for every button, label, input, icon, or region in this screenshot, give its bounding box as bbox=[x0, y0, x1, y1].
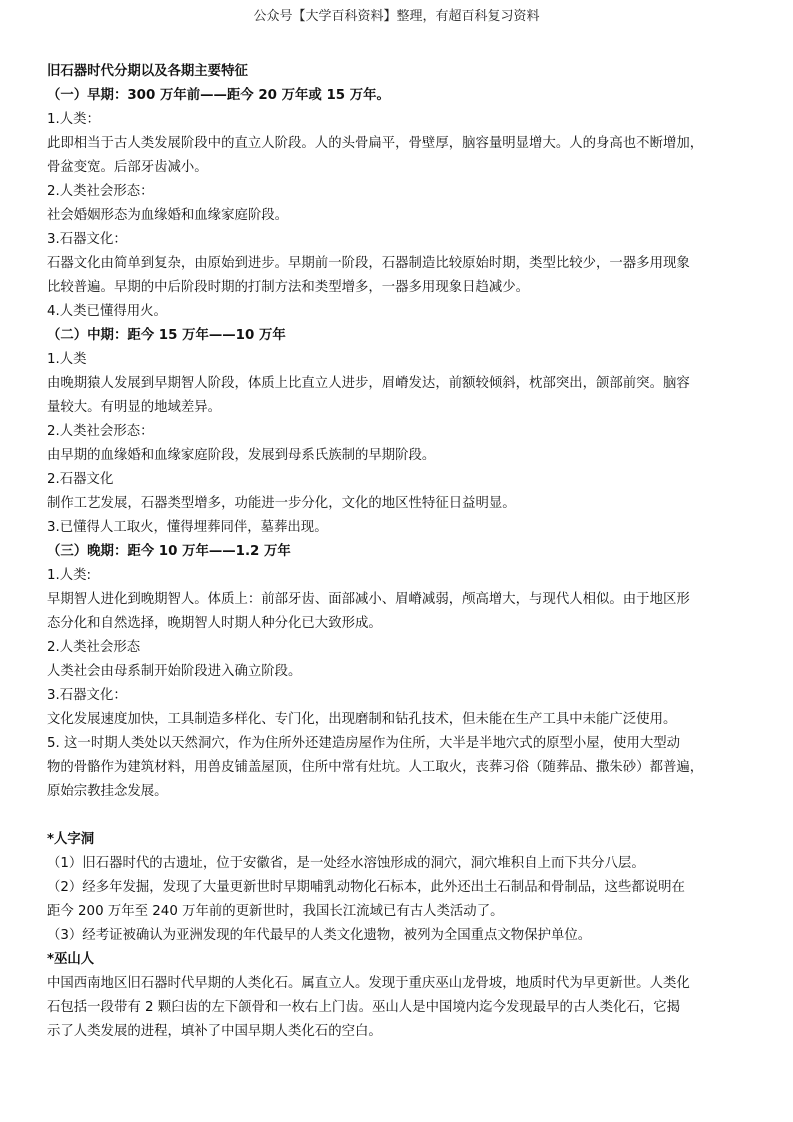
renzidong-item-1: （1）旧石器时代的古遗址，位于安徽省，是一处经水溶蚀形成的洞穴，洞穴堆积自上而下共分八层。 bbox=[47, 856, 645, 871]
middle-humans-text-2: 量较大。有明显的地域差异。 bbox=[47, 400, 222, 415]
document-body bbox=[47, 60, 757, 1044]
middle-stone-text: 制作工艺发展，石器类型增多，功能进一步分化，文化的地区性特征日益明显。 bbox=[47, 496, 516, 511]
renzidong-item-2-line-1: （2）经多年发掘，发现了大量更新世时早期哺乳动物化石标本，此外还出土石制品和骨制品，这些都说明在 bbox=[47, 880, 685, 895]
early-fire-text: 4.人类已懂得用火。 bbox=[47, 304, 167, 319]
late-humans-text-2: 态分化和自然选择，晚期智人时期人种分化已大致形成。 bbox=[47, 616, 382, 631]
middle-society-text: 由早期的血缘婚和血缘家庭阶段，发展到母系氏族制的早期阶段。 bbox=[47, 448, 436, 463]
renzidong-item-2-line-2: 距今 200 万年至 240 万年前的更新世时，我国长江流域已有古人类活动了。 bbox=[47, 904, 504, 919]
early-stone-text-1: 石器文化由简单到复杂，由原始到进步。早期前一阶段，石器制造比较原始时期，类型比较少，一器多用现象 bbox=[47, 256, 690, 271]
renzidong-item-3: （3）经考证被确认为亚洲发现的年代最早的人类文化遗物，被列为全国重点文物保护单位。 bbox=[47, 928, 592, 943]
section-spacer bbox=[47, 804, 757, 828]
early-society-text: 社会婚姻形态为血缘婚和血缘家庭阶段。 bbox=[47, 208, 289, 223]
section-early-heading: （一）早期：300 万年前——距今 20 万年或 15 万年。 bbox=[47, 88, 390, 103]
late-dwelling-text-2: 物的骨骼作为建筑材料，用兽皮铺盖屋顶，住所中常有灶坑。人工取火，丧葬习俗（随葬品、撒朱砂）都普遍， bbox=[47, 760, 704, 775]
early-stone-text-2: 比较普遍。早期的中后阶段时期的打制方法和类型增多，一器多用现象日趋减少。 bbox=[47, 280, 530, 295]
middle-label-stone: 2.石器文化 bbox=[47, 472, 114, 487]
late-label-society: 2.人类社会形态 bbox=[47, 640, 141, 655]
early-humans-text-1: 此即相当于古人类发展阶段中的直立人阶段。人的头骨扁平，骨壁厚，脑容量明显增大。人的身高也不断增加， bbox=[47, 136, 704, 151]
late-label-humans: 1.人类: bbox=[47, 568, 92, 583]
late-society-text: 人类社会由母系制开始阶段进入确立阶段。 bbox=[47, 664, 302, 679]
late-humans-text-1: 早期智人进化到晚期智人。体质上：前部牙齿、面部减小、眉嵴减弱，颅高增大，与现代人相似。由于地区形 bbox=[47, 592, 690, 607]
wushanren-text-2: 石包括一段带有 2 颗臼齿的左下颌骨和一枚右上门齿。巫山人是中国境内迄今发现最早的古人类化石，它揭 bbox=[47, 1000, 680, 1015]
wushanren-heading: *巫山人 bbox=[47, 952, 95, 967]
wushanren-text-1: 中国西南地区旧石器时代早期的人类化石。属直立人。发现于重庆巫山龙骨坡，地质时代为早更新世。人类化 bbox=[47, 976, 690, 991]
late-dwelling-text-1: 5. 这一时期人类处以天然洞穴，作为住所外还建造房屋作为住所，大半是半地穴式的原型小屋，使用大型动 bbox=[47, 736, 680, 751]
late-label-stone: 3.石器文化： bbox=[47, 688, 127, 703]
early-label-stone: 3.石器文化： bbox=[47, 232, 127, 247]
middle-label-humans: 1.人类 bbox=[47, 352, 87, 367]
early-label-society: 2.人类社会形态： bbox=[47, 184, 154, 199]
middle-humans-text-1: 由晚期猿人发展到早期智人阶段，体质上比直立人进步，眉嵴发达，前额较倾斜，枕部突出，颌部前突。脑容 bbox=[47, 376, 690, 391]
early-humans-text-2: 骨盆变宽。后部牙齿减小。 bbox=[47, 160, 208, 175]
doc-title: 旧石器时代分期以及各期主要特征 bbox=[47, 64, 248, 79]
late-dwelling-text-3: 原始宗教挂念发展。 bbox=[47, 784, 168, 799]
renzidong-heading: *人字洞 bbox=[47, 832, 95, 847]
middle-label-society: 2.人类社会形态： bbox=[47, 424, 154, 439]
early-label-humans: 1.人类： bbox=[47, 112, 100, 127]
section-late-heading: （三）晚期：距今 10 万年——1.2 万年 bbox=[47, 544, 291, 559]
middle-fire-text: 3.已懂得人工取火，懂得埋葬同伴，墓葬出现。 bbox=[47, 520, 328, 535]
late-stone-text: 文化发展速度加快，工具制造多样化、专门化，出现磨制和钻孔技术，但未能在生产工具中未能广泛使用。 bbox=[47, 712, 677, 727]
section-middle-heading: （二）中期：距今 15 万年——10 万年 bbox=[47, 328, 286, 343]
wushanren-text-3: 示了人类发展的进程，填补了中国早期人类化石的空白。 bbox=[47, 1024, 382, 1039]
page-header: 公众号【大学百科资料】整理，有超百科复习资料 bbox=[253, 9, 540, 24]
